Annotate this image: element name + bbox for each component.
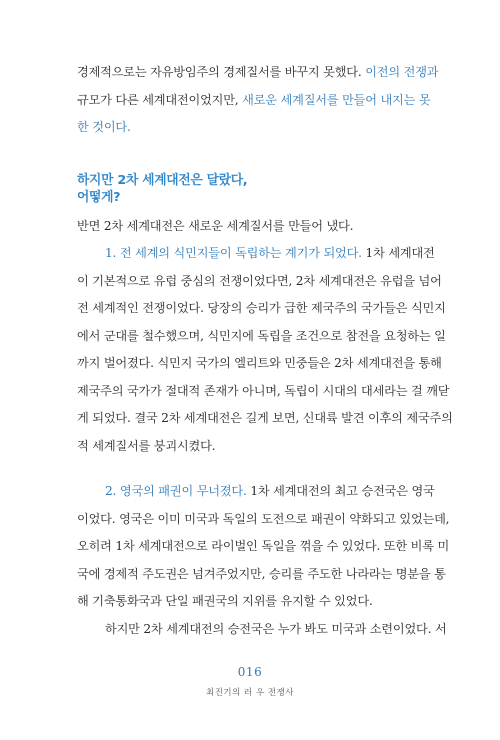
highlight-text: 이전의 전쟁과	[365, 65, 439, 79]
text-line: 해 기축통화국과 단일 패권국의 지위를 유지할 수 있었다.	[77, 594, 373, 608]
text-line: 하지만 2차 세계대전의 승전국은 누가 봐도 미국과 소련이었다. 서	[105, 621, 447, 636]
point-2-paragraph	[77, 478, 450, 643]
text-line: 국에 경제적 주도권은 넘겨주었지만, 승리를 주도한 나라라는 명분을 통	[77, 566, 446, 581]
highlight-text: 새로운 세계질서를 만들어 내지는 못	[242, 92, 431, 107]
page-number: 016	[237, 665, 263, 679]
paragraph-top	[77, 59, 439, 142]
point-1-paragraph	[77, 240, 453, 460]
text-line: 제국주의 국가가 절대적 존재가 아니며, 독립이 시대의 대세라는 걸 깨닫	[77, 383, 450, 398]
text-line: 규모가 다른 세계대전이었지만, 새로운 세계질서를 만들어 내지는 못	[77, 92, 431, 107]
intro-text: 반면 2차 세계대전은 새로운 세계질서를 만들어 냈다.	[77, 219, 354, 233]
heading-line: 하지만 2차 세계대전은 달랐다,	[77, 173, 248, 188]
text-line: 에서 군대를 철수했으며, 식민지에 독립을 조건으로 참전을 요청하는 일	[77, 328, 446, 343]
heading-line: 어떻게?	[77, 190, 121, 205]
text-line: 경제적으로는 자유방임주의 경제질서를 바꾸지 못했다. 이전의 전쟁과	[77, 65, 439, 79]
point-2-title: 2. 영국의 패권이 무너졌다.	[105, 484, 247, 498]
highlight-text: 한 것이다.	[77, 120, 131, 134]
text-line: 까지 벌어졌다. 식민지 국가의 엘리트와 민중들은 2차 세계대전을 통해	[77, 356, 442, 370]
text-line: 적 세계질서를 붕괴시켰다.	[77, 438, 216, 453]
text-line: 1. 전 세계의 식민지들이 독립하는 계기가 되었다. 1차 세계대전	[105, 246, 435, 260]
text-line: 이었다. 영국은 이미 미국과 독일의 도전으로 패권이 약화되고 있었는데,	[77, 511, 450, 526]
point-1-title: 1. 전 세계의 식민지들이 독립하는 계기가 되었다.	[105, 246, 362, 260]
intro-paragraph	[77, 213, 425, 241]
text-line: 전 세계적인 전쟁이었다. 당장의 승리가 급한 제국주의 국가들은 식민지	[77, 301, 446, 315]
text-line: 이 기본적으로 유럽 중심의 전쟁이었다면, 2차 세계대전은 유럽을 넘어	[77, 273, 442, 288]
book-title: 최진기의 러 우 전쟁사	[205, 688, 294, 698]
text-line: 게 되었다. 결국 2차 세계대전은 길게 보면, 신대륙 발견 이후의 제국주의	[77, 411, 453, 425]
section-heading	[77, 172, 425, 206]
text-line: 오히려 1차 세계대전으로 라이벌인 독일을 꺾을 수 있었다. 또한 비록 미	[77, 539, 450, 553]
text-line: 2. 영국의 패권이 무너졌다. 1차 세계대전의 최고 승전국은 영국	[105, 484, 435, 498]
